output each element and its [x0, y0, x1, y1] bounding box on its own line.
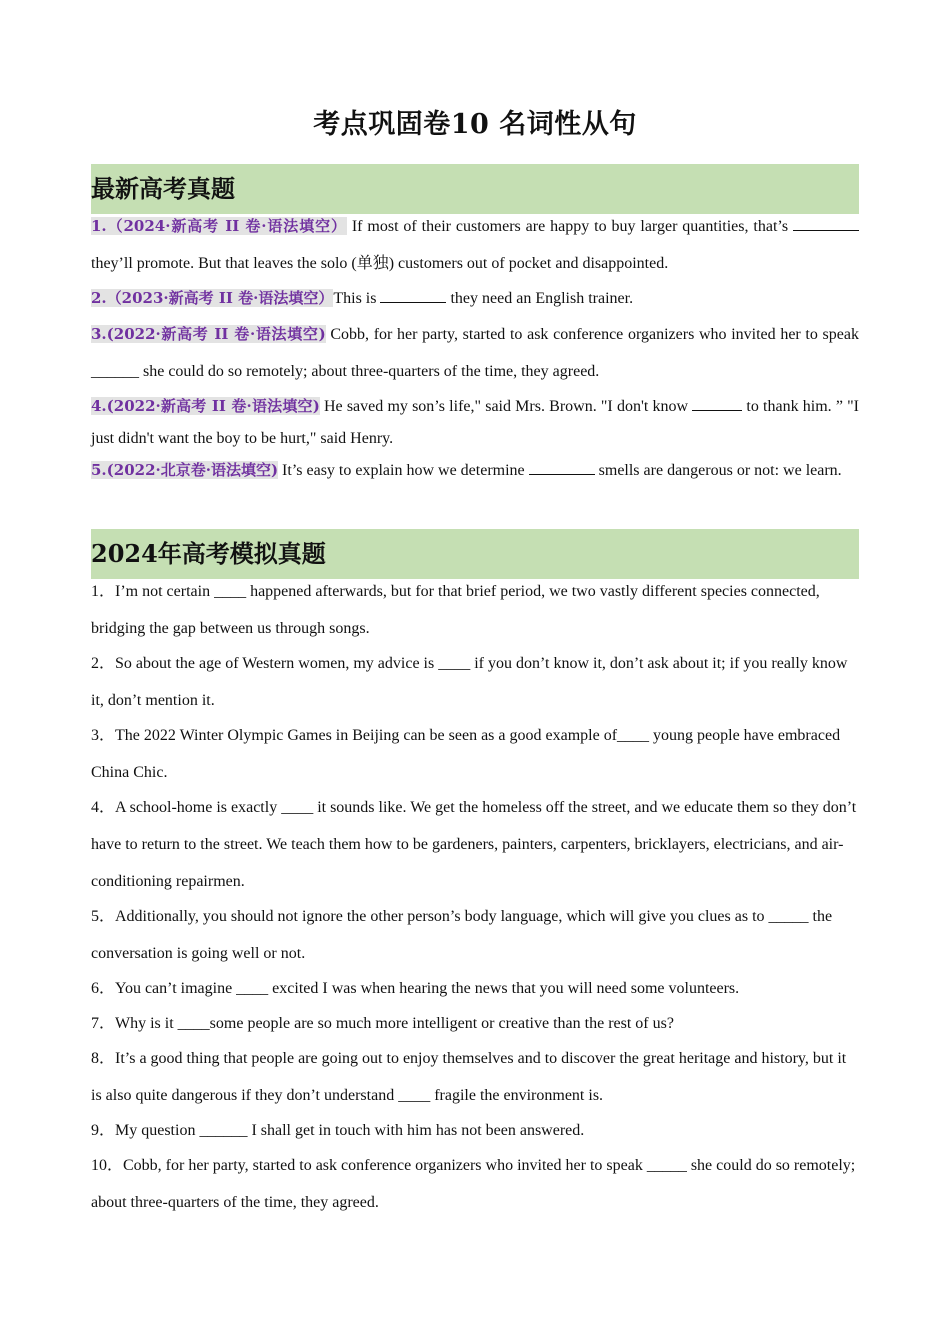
question-source: 3.(2022·新高考 II 卷·语法填空) — [91, 325, 326, 343]
question-item — [91, 390, 859, 455]
question-item — [91, 208, 859, 282]
question-item: 7．Why is it ____some people are so much more intelligent or creative than the rest of us? — [91, 1015, 674, 1032]
page-title: 考点巩固卷10 名词性从句 — [313, 109, 637, 140]
question-item — [91, 316, 859, 390]
section-header-mock-exams: 2024年高考模拟真题 — [91, 529, 859, 579]
question-text: This is — [333, 290, 381, 307]
question-item: 6．You can’t imagine ____ excited I was when hearing the news that you will need some volunteers. — [91, 980, 740, 997]
section-header-latest-exams: 最新高考真题 — [91, 164, 859, 214]
question-text: to thank him. ” "I just didn't want the boy to be hurt," said Henry. — [91, 398, 859, 447]
question-text: smells are dangerous or not: we learn. — [594, 462, 842, 479]
question-text: If most of their customers are happy to buy larger quantities, that’s — [346, 218, 793, 235]
question-source: 2.（2023·新高考 II 卷·语法填空） — [91, 289, 334, 307]
question-item: 8．It’s a good thing that people are going out to enjoy themselves and to discover the great heritage and history, but it is also quite dangerous if they don’t understand ____ fragile the environment is. — [91, 1050, 847, 1104]
question-item: 9．My question ______ I shall get in touch with him has not been answered. — [91, 1122, 585, 1139]
question-source: 1.（2024·新高考 II 卷·语法填空） — [91, 217, 347, 235]
answer-blank — [529, 460, 595, 475]
question-item — [91, 452, 859, 489]
question-text: they’ll promote. But that leaves the solo (单独) customers out of pocket and disappointed. — [91, 255, 669, 272]
question-item: 2．So about the age of Western women, my advice is ____ if you don’t know it, don’t ask about it; if you really know it, don’t mention it. — [91, 655, 848, 709]
question-text: He saved my son’s life," said Mrs. Brown. "I don't know — [319, 398, 693, 415]
question-item: 5．Additionally, you should not ignore the other person’s body language, which will give you clues as to _____ the conversation is going well or not. — [91, 908, 833, 962]
question-text: It’s easy to explain how we determine — [278, 462, 529, 479]
answer-blank — [380, 288, 446, 303]
question-source: 5.(2022·北京卷·语法填空) — [91, 461, 279, 479]
question-item: 10．Cobb, for her party, started to ask conference organizers who invited her to speak _____ she could do so remotely; about three-quarters of the time, they agreed. — [91, 1157, 856, 1211]
question-item — [91, 280, 859, 317]
question-source: 4.(2022·新高考 II 卷·语法填空) — [91, 397, 320, 415]
question-item: 1．I’m not certain ____ happened afterwards, but for that brief period, we two vastly different species connected, bridging the gap between us through songs. — [91, 583, 820, 637]
question-item: 4．A school-home is exactly ____ it sounds like. We get the homeless off the street, and we educate them so they don’t have to return to the street. We teach them how to be gardeners, painters, carpenters, bricklayers, electricians, and air-conditioning repairmen. — [91, 799, 857, 890]
answer-blank — [793, 216, 859, 231]
question-text: they need an English trainer. — [446, 290, 634, 307]
answer-blank — [692, 396, 742, 411]
question-item: 3．The 2022 Winter Olympic Games in Beijing can be seen as a good example of____ young people have embraced China Chic. — [91, 727, 841, 781]
question-text: Cobb, for her party, started to ask conference organizers who invited her to speak ______ she could do so remotely; about three-quarters of the time, they agreed. — [91, 326, 859, 380]
